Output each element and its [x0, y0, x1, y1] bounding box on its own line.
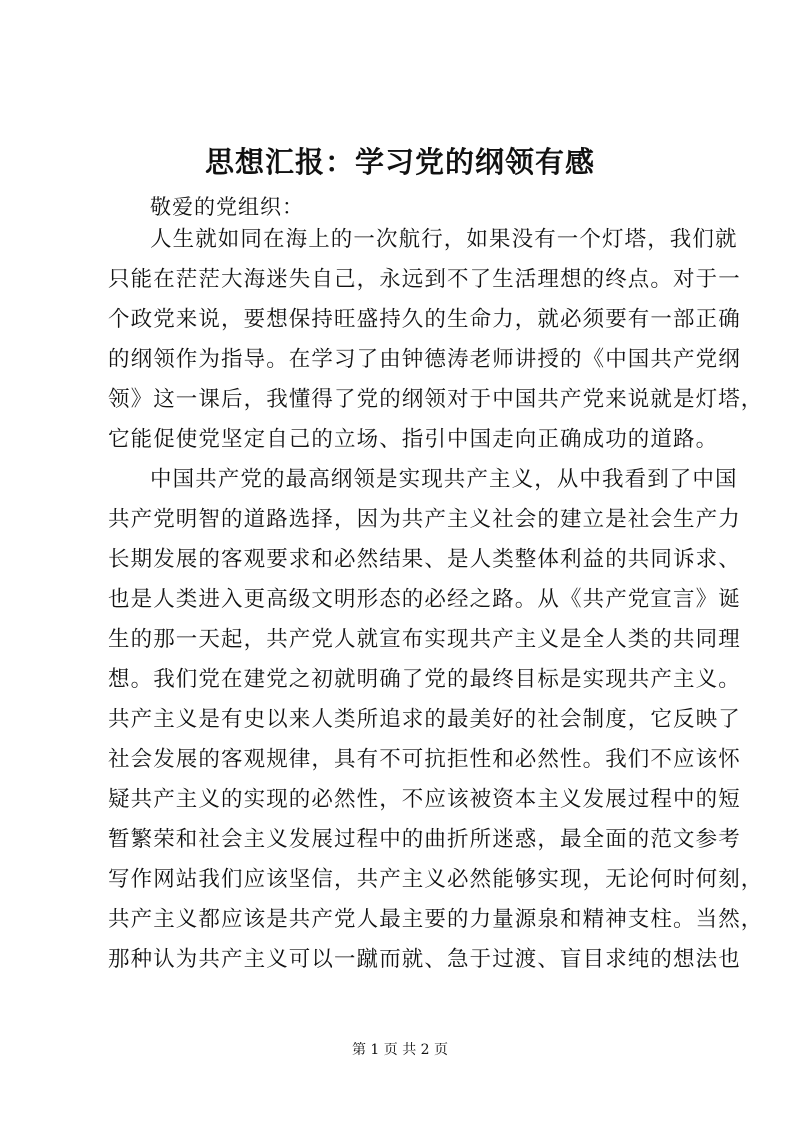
- salutation: 敬爱的党组织：: [150, 195, 304, 219]
- document-body: [108, 220, 764, 980]
- body-text-line: 想。我们党在建党之初就明确了党的最终目标是实现共产主义。: [108, 667, 741, 692]
- body-text-line: 共产主义都应该是共产党人最主要的力量源泉和精神支柱。当然，: [108, 907, 764, 932]
- body-text-line: 共产主义是有史以来人类所追求的最美好的社会制度，它反映了: [108, 707, 741, 732]
- body-text-line: 写作网站我们应该坚信，共产主义必然能够实现，无论何时何刻，: [108, 867, 764, 892]
- body-text-line: 暂繁荣和社会主义发展过程中的曲折所迷惑，最全面的范文参考: [108, 827, 741, 852]
- page-indicator: 第 1 页 共 2 页: [351, 1042, 449, 1058]
- document-title: 思想汇报：学习党的纲领有感: [204, 145, 595, 179]
- body-text-line: 的纲领作为指导。在学习了由钟德涛老师讲授的《中国共产党纲: [108, 347, 741, 372]
- body-text-line: 人生就如同在海上的一次航行，如果没有一个灯塔，我们就: [150, 227, 738, 252]
- body-text-line: 只能在茫茫大海迷失自己，永远到不了生活理想的终点。对于一: [108, 267, 741, 292]
- body-text-line: 中国共产党的最高纲领是实现共产主义，从中我看到了中国: [150, 467, 738, 492]
- body-text-line: 长期发展的客观要求和必然结果、是人类整体利益的共同诉求、: [108, 547, 741, 572]
- body-text-line: 个政党来说，要想保持旺盛持久的生命力，就必须要有一部正确: [108, 307, 741, 332]
- body-text-line: 也是人类进入更高级文明形态的必经之路。从《共产党宣言》诞: [108, 587, 741, 612]
- body-text-line: 社会发展的客观规律，具有不可抗拒性和必然性。我们不应该怀: [108, 747, 741, 772]
- body-text-line: 那种认为共产主义可以一蹴而就、急于过渡、盲目求纯的想法也: [108, 947, 741, 972]
- body-text-line: 生的那一天起，共产党人就宣布实现共产主义是全人类的共同理: [108, 627, 741, 652]
- body-text-line: 领》这一课后，我懂得了党的纲领对于中国共产党来说就是灯塔，: [108, 387, 764, 412]
- body-text-line: 共产党明智的道路选择，因为共产主义社会的建立是社会生产力: [108, 507, 741, 532]
- body-text-line: 它能促使党坚定自己的立场、指引中国走向正确成功的道路。: [108, 427, 719, 452]
- body-text-line: 疑共产主义的实现的必然性，不应该被资本主义发展过程中的短: [108, 787, 741, 812]
